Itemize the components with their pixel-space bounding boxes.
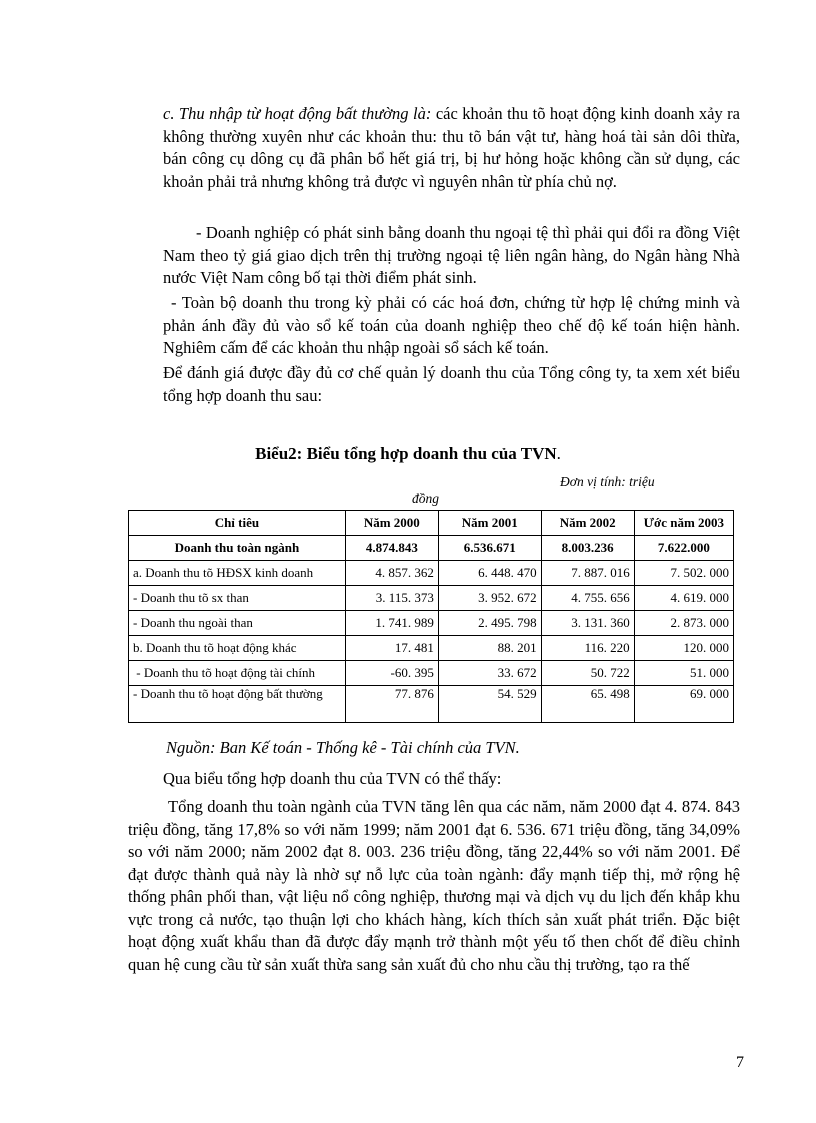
unit-label-cont: đồng	[412, 491, 439, 506]
cell: 3. 952. 672	[438, 586, 541, 611]
cell: 69. 000	[634, 686, 733, 723]
row-label: a. Doanh thu tõ HĐSX kinh doanh	[129, 561, 346, 586]
cell: 4. 755. 656	[541, 586, 634, 611]
paragraph-observation: Qua biểu tổng hợp doanh thu của TVN có thể thấy:	[163, 769, 502, 788]
cell: 33. 672	[438, 661, 541, 686]
cell: 7. 502. 000	[634, 561, 733, 586]
cell: 116. 220	[541, 636, 634, 661]
table-title-tail: .	[556, 444, 561, 463]
table-row	[129, 661, 734, 686]
cell: 8.003.236	[541, 536, 634, 561]
cell: 2. 495. 798	[438, 611, 541, 636]
paragraph-analysis: Tổng doanh thu toàn ngành của TVN tăng lên qua các năm, năm 2000 đạt 4. 874. 843 triệu đồng, tăng 17,8% so với năm 1999; năm 2001 đạt 6. 536. 671 triệu đồng, tăng 34,09% so với năm 2000; năm 2002 đạt 8. 003. 236 triệu đồng, tăng 22,44% so với năm 2001. Để đạt được thành quả này là nhờ sự nỗ lực của toàn ngành: đẩy mạnh tiếp thị, mở rộng hệ thống phân phối than, vật liệu nổ công nghiệp, thương mại và dịch vụ du lịch đến khắp khu vực trong cả nước, tạo thuận lợi cho khách hàng, kích thích sản xuất phát triển. Đặc biệt hoạt động xuất khẩu than đã được đẩy mạnh trở thành một yếu tố then chốt để điều chỉnh quan hệ cung cầu từ sản xuất thừa sang sản xuất đủ cho nhu cầu thị trường, tạo ra thế	[128, 797, 740, 974]
table-row	[129, 636, 734, 661]
header-cell: Năm 2001	[438, 511, 541, 536]
row-label: - Doanh thu tõ hoạt động bất thường	[129, 686, 346, 723]
page-number: 7	[736, 1054, 744, 1071]
table-row	[129, 561, 734, 586]
table-row	[129, 586, 734, 611]
row-label: Doanh thu toàn ngành	[129, 536, 346, 561]
paragraph-invoices: - Toàn bộ doanh thu trong kỳ phải có các hoá đơn, chứng từ hợp lệ chứng minh và phản ánh đầy đủ vào sổ kế toán của doanh nghiệp theo chế độ kế toán hiện hành. Nghiêm cấm để các khoản thu nhập ngoài sổ sách kế toán.	[163, 293, 740, 357]
cell: 54. 529	[438, 686, 541, 723]
table-row	[129, 536, 734, 561]
cell: 120. 000	[634, 636, 733, 661]
cell: 4. 857. 362	[345, 561, 438, 586]
paragraph-irregular-income	[163, 103, 740, 193]
table-title	[0, 444, 816, 464]
cell: 77. 876	[345, 686, 438, 723]
cell: 6.536.671	[438, 536, 541, 561]
cell: 3. 115. 373	[345, 586, 438, 611]
table-source: Nguồn: Ban Kế toán - Thống kê - Tài chính của TVN.	[166, 738, 520, 757]
cell: 4.874.843	[345, 536, 438, 561]
cell: 7.622.000	[634, 536, 733, 561]
revenue-table	[128, 510, 734, 723]
table-row	[129, 611, 734, 636]
header-cell: Năm 2002	[541, 511, 634, 536]
cell: 6. 448. 470	[438, 561, 541, 586]
cell: 2. 873. 000	[634, 611, 733, 636]
row-label: b. Doanh thu tõ hoạt động khác	[129, 636, 346, 661]
cell: 65. 498	[541, 686, 634, 723]
cell: 3. 131. 360	[541, 611, 634, 636]
row-label: - Doanh thu tõ hoạt động tài chính	[129, 661, 346, 686]
row-label: - Doanh thu tõ sx than	[129, 586, 346, 611]
row-label: - Doanh thu ngoài than	[129, 611, 346, 636]
cell: 17. 481	[345, 636, 438, 661]
table-title-text: Biểu2: Biểu tổng hợp doanh thu của TVN	[255, 444, 557, 463]
paragraph-foreign-currency: - Doanh nghiệp có phát sinh bằng doanh thu ngoại tệ thì phải qui đổi ra đồng Việt Nam theo tỷ giá giao dịch trên thị trường ngoại tệ liên ngân hàng, do Ngân hàng Nhà nước Việt Nam công bố tại thời điểm phát sinh.	[163, 223, 740, 287]
table-header-row	[129, 511, 734, 536]
unit-label: Đơn vị tính: triệu	[560, 474, 655, 489]
cell: 51. 000	[634, 661, 733, 686]
cell: 7. 887. 016	[541, 561, 634, 586]
table-row	[129, 686, 734, 723]
cell: -60. 395	[345, 661, 438, 686]
paragraph-lead: c. Thu nhập từ hoạt động bất thường là:	[163, 104, 432, 123]
header-cell: Chỉ tiêu	[129, 511, 346, 536]
cell: 50. 722	[541, 661, 634, 686]
cell: 1. 741. 989	[345, 611, 438, 636]
header-cell: Ước năm 2003	[634, 511, 733, 536]
paragraph-intro-table: Để đánh giá được đầy đủ cơ chế quản lý doanh thu của Tổng công ty, ta xem xét biểu tổng hợp doanh thu sau:	[163, 363, 740, 405]
paragraph-body: các khoản thu tõ hoạt động kinh doanh xảy ra không thường xuyên như các khoản thu: thu tõ bán vật tư, hàng hoá tài sản dôi thừa, bán công cụ dông cụ đã phân bổ hết giá trị, bị hư hỏng hoặc không cần sử dụng, các khoản phải trả nhưng không trả được vì nguyên nhân từ phía chủ nợ.	[163, 104, 740, 191]
header-cell: Năm 2000	[345, 511, 438, 536]
cell: 88. 201	[438, 636, 541, 661]
cell: 4. 619. 000	[634, 586, 733, 611]
